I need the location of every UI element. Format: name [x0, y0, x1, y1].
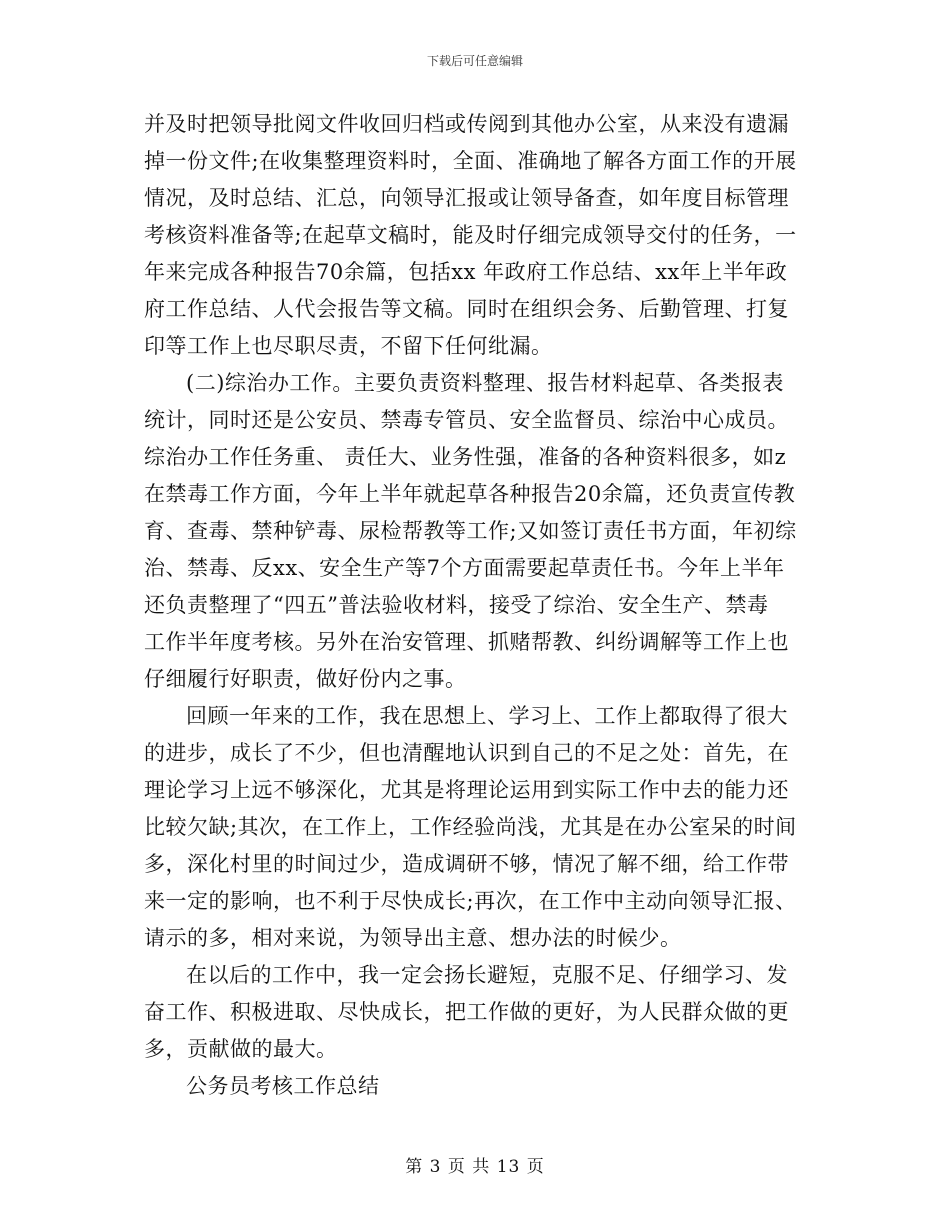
text-line: 多，贡献做的最大。 — [144, 1037, 338, 1061]
text-line: 多，深化村里的时间过少，造成调研不够，情况了解不细，给工作带 — [144, 852, 789, 876]
text-line: 治、禁毒、反xx、安全生产等7个方面需要起草责任书。今年上半年 — [144, 556, 785, 580]
text-line: 统计，同时还是公安员、禁毒专管员、安全监督员、综治中心成员。 — [144, 408, 789, 432]
text-line: 在禁毒工作方面，今年上半年就起草各种报告20余篇，还负责宣传教 — [144, 482, 796, 506]
text-line: 理论学习上远不够深化，尤其是将理论运用到实际工作中去的能力还 — [144, 778, 789, 802]
text-line: 工作半年度考核。另外在治安管理、抓赌帮教、纠纷调解等工作上也 — [144, 630, 789, 654]
paragraph-start-line: 回顾一年来的工作，我在思想上、学习上、工作上都取得了很大 — [186, 704, 788, 728]
text-line: 府工作总结、人代会报告等文稿。同时在组织会务、后勤管理、打复 — [144, 297, 789, 321]
text-line: 掉一份文件;在收集整理资料时，全面、准确地了解各方面工作的开展 — [144, 149, 797, 173]
text-line: 奋工作、积极进取、尽快成长，把工作做的更好，为人民群众做的更 — [144, 1000, 789, 1024]
text-line: 育、查毒、禁种铲毒、尿检帮教等工作;又如签订责任书方面，年初综 — [144, 519, 797, 543]
paragraph-start-line: 在以后的工作中，我一定会扬长避短，克服不足、仔细学习、发 — [186, 963, 788, 987]
text-line: 还负责整理了“四五”普法验收材料，接受了综治、安全生产、禁毒 — [144, 593, 769, 617]
paragraph-start-line: (二)综治办工作。主要负责资料整理、报告材料起草、各类报表 — [186, 371, 784, 395]
page-header: 下载后可任意编辑 — [426, 54, 523, 68]
text-line: 情况，及时总结、汇总，向领导汇报或让领导备查，如年度目标管理 — [144, 186, 789, 210]
section-title: 公务员考核工作总结 — [186, 1074, 380, 1098]
text-line: 年来完成各种报告70余篇，包括xx 年政府工作总结、xx年上半年政 — [144, 260, 788, 284]
text-line: 考核资料准备等;在起草文稿时，能及时仔细完成领导交付的任务，一 — [144, 223, 797, 247]
text-line: 请示的多，相对来说，为领导出主意、想办法的时候少。 — [144, 926, 682, 950]
text-line: 印等工作上也尽职尽责，不留下任何纰漏。 — [144, 334, 553, 358]
text-line: 来一定的影响，也不利于尽快成长;再次，在工作中主动向领导汇报、 — [144, 889, 797, 913]
text-line: 综治办工作任务重、 责任大、业务性强，准备的各种资料很多，如z — [144, 445, 787, 469]
text-line: 的进步，成长了不少，但也清醒地认识到自己的不足之处：首先，在 — [144, 741, 789, 765]
text-line: 并及时把领导批阅文件收回归档或传阅到其他办公室，从来没有遗漏 — [144, 112, 789, 136]
document-body — [144, 106, 812, 1105]
page-number: 第 3 页 共 13 页 — [405, 1157, 545, 1177]
text-line: 仔细履行好职责，做好份内之事。 — [144, 667, 467, 691]
text-line: 比较欠缺;其次，在工作上，工作经验尚浅，尤其是在办公室呆的时间 — [144, 815, 797, 839]
